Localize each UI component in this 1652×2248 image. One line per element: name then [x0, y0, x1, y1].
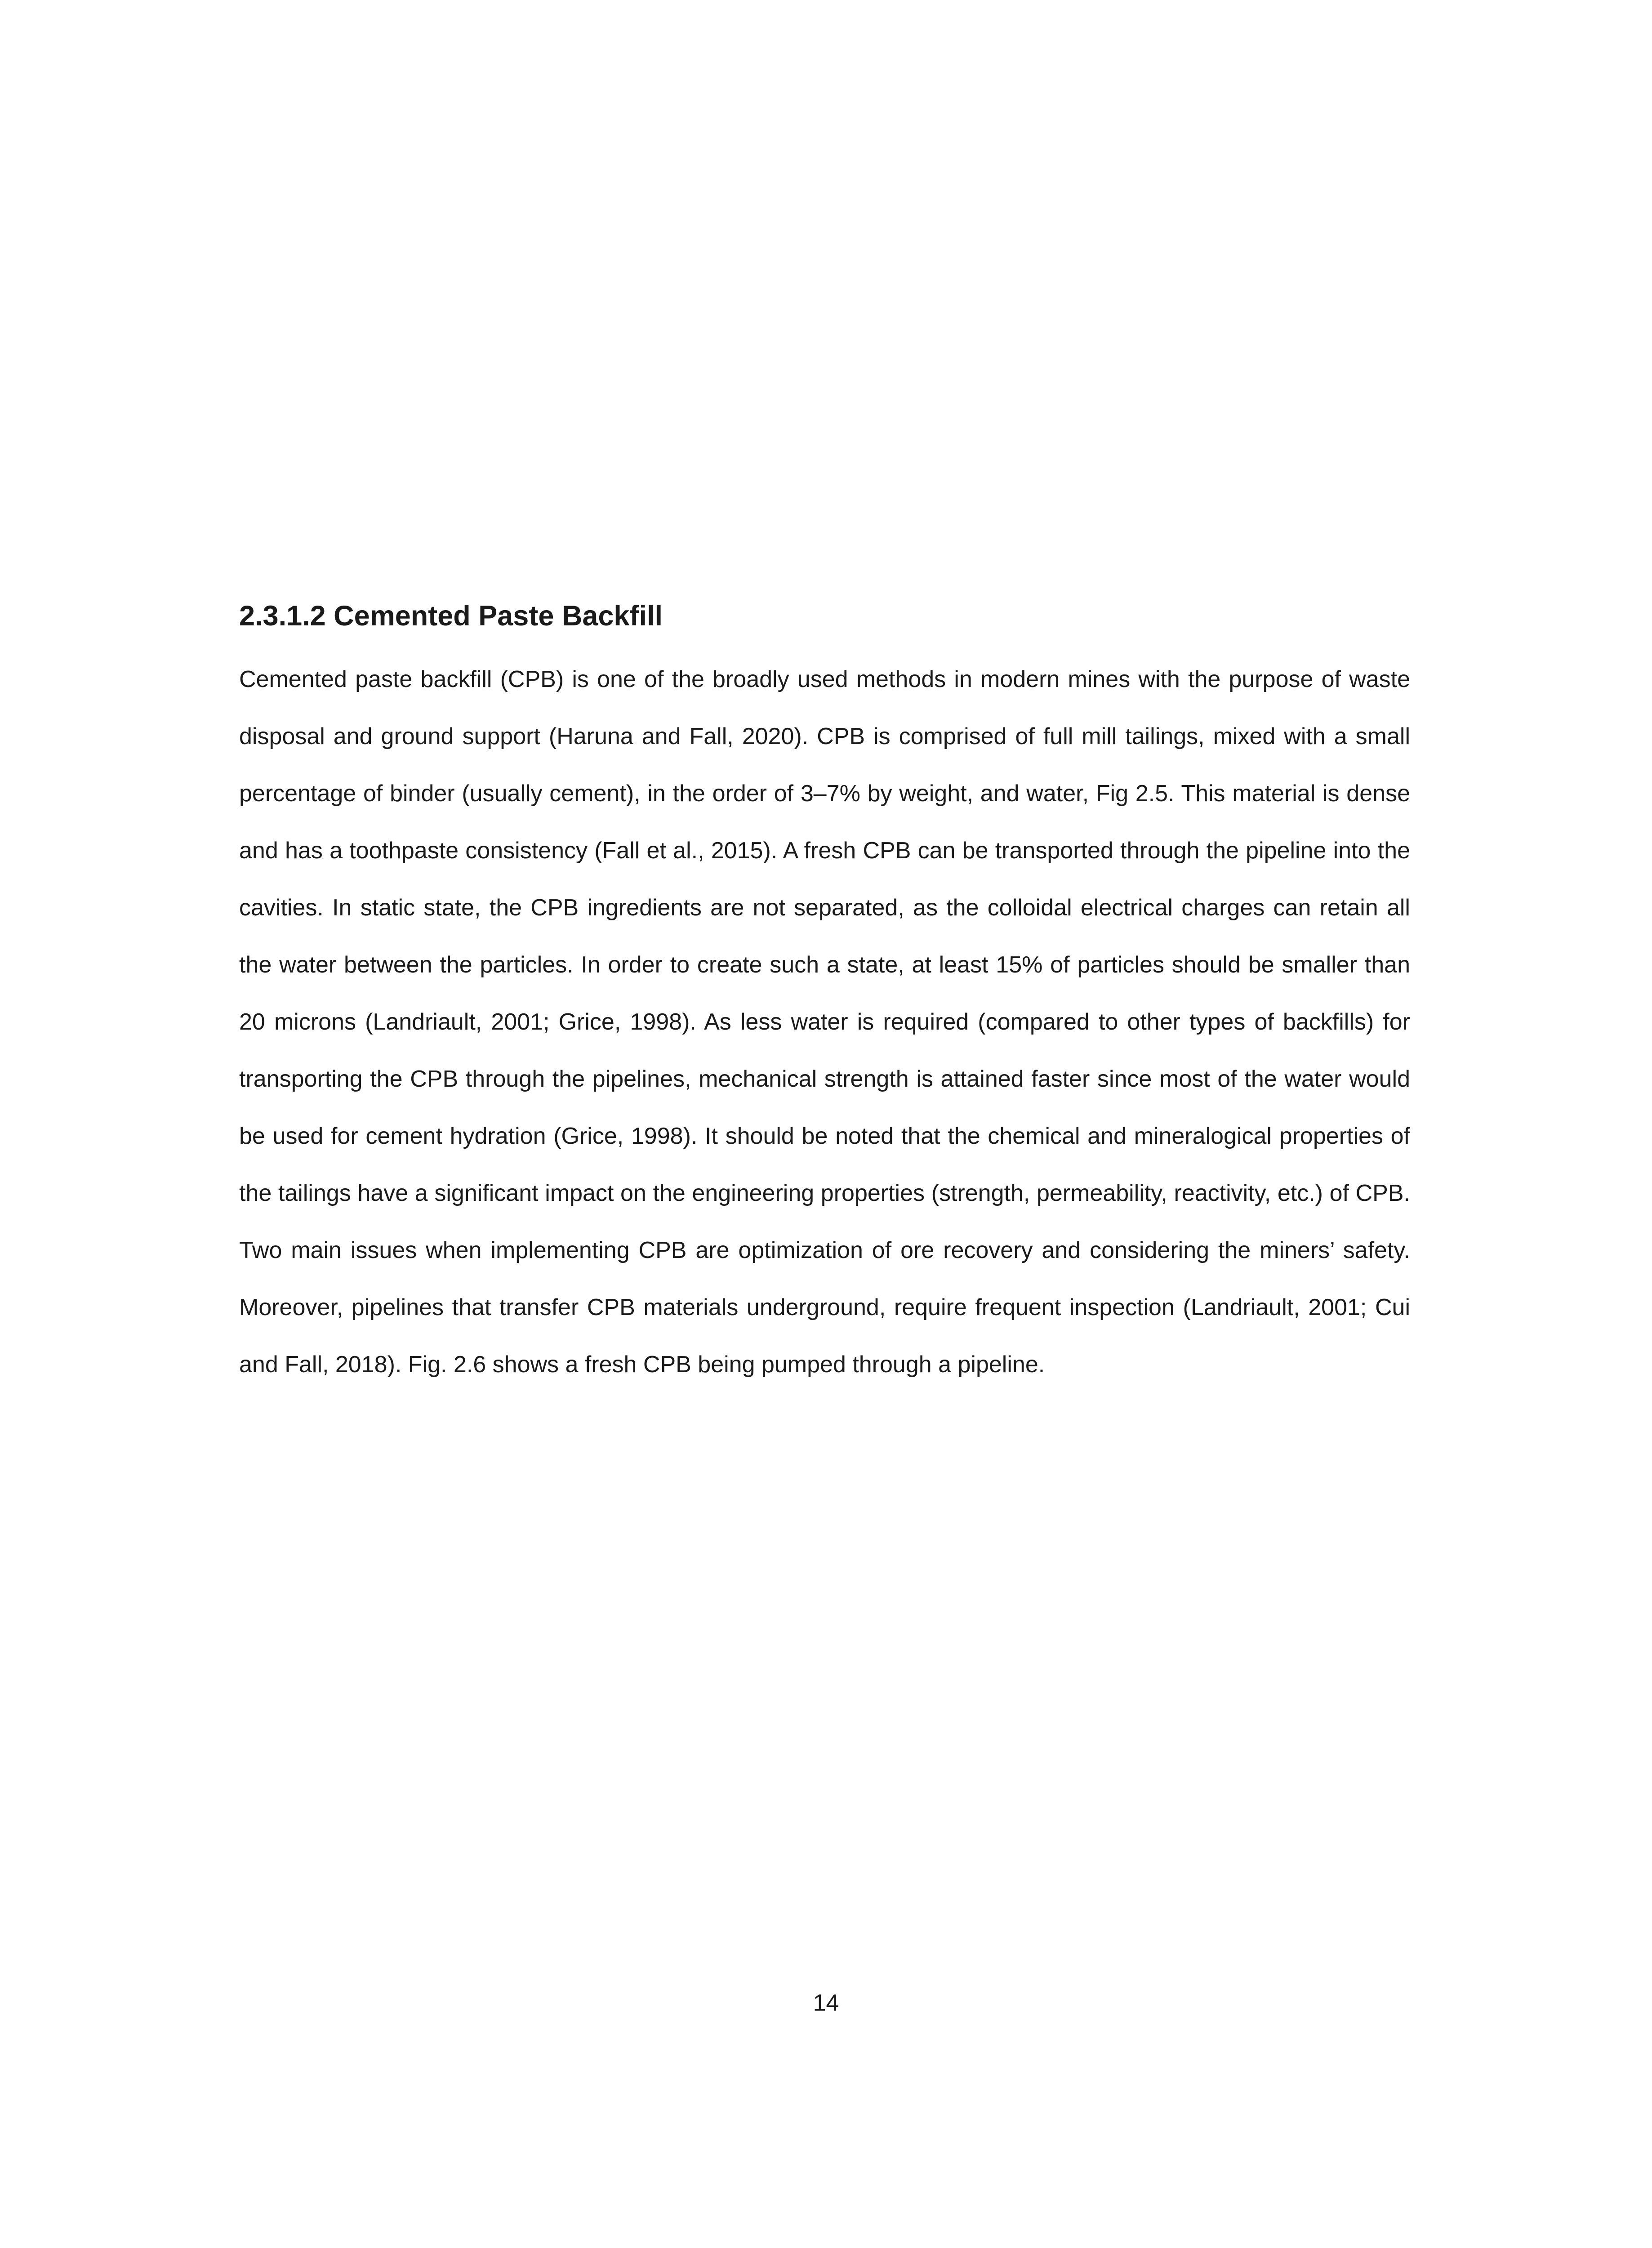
page-number: 14 — [813, 1990, 839, 2016]
body-paragraph: Cemented paste backfill (CPB) is one of the broadly used methods in modern mines with the purpose of waste disposal and ground support (Haruna and Fall, 2020). CPB is comprised of full mill tailings, mixed with a small percentage of binder (usually cement), in the order of 3–7% by weight, and water, Fig 2.5. This material is dense and has a toothpaste consistency (Fall et al., 2015). A fresh CPB can be transported through the pipeline into the cavities. In static state, the CPB ingredients are not separated, as the colloidal electrical charges can retain all the water between the particles. In order to create such a state, at least 15% of particles should be smaller than 20 microns (Landriault, 2001; Grice, 1998). As less water is required (compared to other types of backfills) for transporting the CPB through the pipelines, mechanical strength is attained faster since most of the water would be used for cement hydration (Grice, 1998). It should be noted that the chemical and mineralogical properties of the tailings have a significant impact on the engineering properties (strength, permeability, reactivity, etc.) of CPB. Two main issues when implementing CPB are optimization of ore recovery and considering the miners’ safety. Moreover, pipelines that transfer CPB materials underground, require frequent inspection (Landriault, 2001; Cui and Fall, 2018). Fig. 2.6 shows a fresh CPB being pumped through a pipeline. — [239, 666, 1410, 1378]
section-heading: 2.3.1.2 Cemented Paste Backfill — [239, 600, 663, 632]
